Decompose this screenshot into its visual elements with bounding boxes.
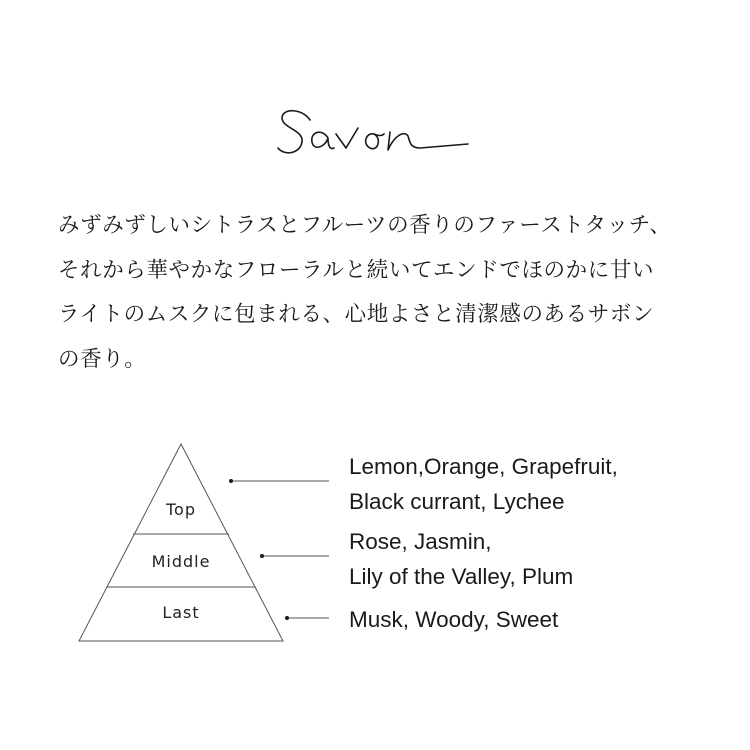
top-notes-line: Black currant, Lychee [349, 489, 565, 514]
middle-connector-dot [260, 554, 264, 558]
description-line: みずみずしいシトラスとフルーツの香りのファーストタッチ、 [58, 213, 672, 238]
tier-label-top: Top [166, 500, 196, 519]
description-line: ライトのムスクに包まれる、心地よさと清潔感のあるサボン [58, 302, 655, 327]
top-notes-line: Lemon,Orange, Grapefruit, [349, 454, 618, 479]
last-notes [349, 602, 558, 637]
last-notes-line: Musk, Woody, Sweet [349, 607, 559, 632]
middle-notes-line: Lily of the Valley, Plum [349, 564, 574, 589]
tier-label-last: Last [162, 603, 200, 622]
middle-notes-line: Rose, Jasmin, [349, 529, 492, 554]
top-connector-dot [229, 479, 233, 483]
middle-notes [349, 524, 573, 594]
description-line: の香り。 [58, 346, 147, 372]
last-connector-dot [285, 616, 289, 620]
tier-label-middle: Middle [151, 552, 211, 571]
top-notes [349, 449, 618, 519]
description-line: それから華やかなフローラルと続いてエンドでほのかに甘い [58, 257, 655, 283]
